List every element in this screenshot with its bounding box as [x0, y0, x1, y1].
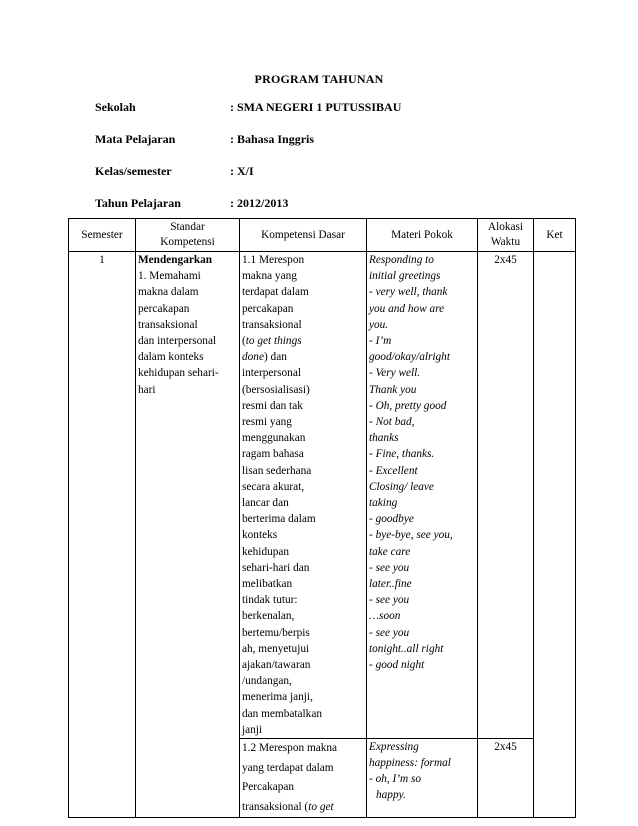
info-label: Tahun Pelajaran: [95, 196, 181, 210]
kd-line: kehidupan: [242, 545, 290, 558]
kd-line: 1.2 Merespon makna: [242, 742, 338, 755]
materi-line: Closing/ leave: [369, 480, 434, 493]
kd-line: menerima janji,: [242, 691, 313, 704]
kd-line: yang terdapat dalam: [242, 761, 334, 774]
header-sk-line: Kompetensi: [160, 236, 215, 248]
kd-italic-text: to get things: [245, 335, 302, 348]
kd-line: (bersosialisasi): [242, 383, 310, 396]
materi-line: happy.: [376, 789, 406, 802]
materi-line: - oh, I’m so: [369, 773, 422, 786]
kd-line: tindak tutur:: [242, 594, 298, 607]
materi-line: - Fine, thanks.: [369, 448, 435, 461]
materi-line: - Excellent: [369, 464, 418, 477]
sk-text: [138, 268, 237, 398]
info-value: : 2012/2013: [230, 196, 289, 210]
cell-materi-pokok: [367, 739, 478, 818]
kd-line: resmi dan tak: [242, 399, 303, 412]
kd-text: transaksional (: [242, 800, 309, 813]
table-row: [69, 252, 576, 739]
header-alokasi-line: Waktu: [490, 236, 521, 248]
kd-line: berterima dalam: [242, 513, 316, 526]
sk-line: transaksional: [138, 318, 198, 331]
cell-kompetensi-dasar: [240, 739, 367, 818]
info-value: : Bahasa Inggris: [230, 132, 315, 146]
kd-line: ajakan/tawaran: [242, 659, 311, 672]
sk-heading: Mendengarkan: [138, 254, 213, 266]
kd-line: secara akurat,: [242, 480, 305, 493]
alokasi-value: 2x45: [494, 254, 517, 266]
kd-line: menggunakan: [242, 432, 306, 445]
alokasi-value: 2x45: [494, 741, 517, 754]
kd-line: transaksional: [242, 318, 302, 331]
kd-line: [242, 349, 364, 365]
sk-line: dan interpersonal: [138, 335, 217, 348]
header-alokasi-line: Alokasi: [487, 221, 524, 233]
materi-line: - see you: [369, 594, 410, 607]
materi-line: Responding to: [369, 254, 434, 266]
materi-line: - bye-bye, see you,: [369, 529, 453, 542]
kd-line: ah, menyetujui: [242, 642, 310, 655]
header-materi-pokok: Materi Pokok: [367, 219, 478, 252]
materi-line: taking: [369, 497, 398, 510]
kd-line: 1.1 Merespon: [242, 254, 305, 266]
info-value: : X/I: [230, 164, 254, 178]
info-row-kelas: [95, 164, 401, 196]
kd-line: terdapat dalam: [242, 286, 309, 299]
kd-italic-text: to get: [308, 800, 334, 813]
semester-value: 1: [99, 254, 105, 266]
cell-standar-kompetensi: [136, 252, 240, 818]
kd-line: Percakapan: [242, 781, 295, 794]
materi-line: …soon: [369, 610, 401, 623]
kd-line: lancar dan: [242, 497, 289, 510]
kd-line: dan membatalkan: [242, 707, 322, 720]
header-alokasi-waktu: [478, 219, 534, 252]
sk-line: hari: [138, 383, 156, 396]
table-header-row: [69, 219, 576, 252]
materi-line: - see you: [369, 626, 410, 639]
kd-italic-text: done: [242, 351, 264, 364]
page-title: PROGRAM TAHUNAN: [254, 72, 384, 86]
sk-line: 1. Memahami: [138, 270, 201, 283]
cell-kompetensi-dasar: [240, 252, 367, 739]
header-standar-kompetensi: [136, 219, 240, 252]
cell-alokasi-waktu: [478, 252, 534, 739]
kd-line: /undangan,: [242, 675, 292, 688]
header-semester: Semester: [69, 219, 136, 252]
sk-line: kehidupan sehari-: [138, 367, 219, 380]
header-sk-line: Standar: [170, 221, 205, 233]
materi-line: - I’m: [369, 335, 392, 348]
header-kompetensi-dasar: Kompetensi Dasar: [240, 219, 367, 252]
info-label: Kelas/semester: [95, 164, 172, 178]
kd-line: ragam bahasa: [242, 448, 304, 461]
materi-line: thanks: [369, 432, 399, 445]
materi-line: tonight..all right: [369, 642, 444, 655]
program-table: [68, 218, 576, 818]
materi-line: you and how are: [369, 302, 445, 315]
kd-line: berkenalan,: [242, 610, 295, 623]
kd-line: melibatkan: [242, 578, 293, 591]
kd-line: janji: [242, 723, 263, 736]
cell-ket: [534, 252, 576, 818]
materi-line: - Very well.: [369, 367, 421, 380]
kd-text: (: [242, 335, 246, 348]
materi-line: - good night: [369, 659, 425, 672]
kd-line: makna yang: [242, 270, 297, 283]
materi-line: later..fine: [369, 578, 412, 591]
sk-line: percakapan: [138, 302, 190, 315]
kd-line: [242, 798, 364, 818]
materi-line: - Not bad,: [369, 416, 415, 429]
materi-line: - see you: [369, 561, 410, 574]
cell-semester: [69, 252, 136, 818]
materi-line: happiness: formal: [369, 757, 451, 770]
header-ket: Ket: [534, 219, 576, 252]
info-label: Sekolah: [95, 100, 136, 114]
info-row-sekolah: [95, 100, 401, 132]
materi-line: initial greetings: [369, 270, 441, 283]
document-info: [95, 100, 401, 228]
kd-line: sehari-hari dan: [242, 561, 310, 574]
cell-alokasi-waktu: [478, 739, 534, 818]
kd-line: lisan sederhana: [242, 464, 312, 477]
materi-line: Thank you: [369, 383, 417, 396]
kd-line: interpersonal: [242, 367, 301, 380]
materi-line: good/okay/alright: [369, 351, 450, 364]
materi-line: - Oh, pretty good: [369, 399, 447, 412]
info-row-mata-pelajaran: [95, 132, 401, 164]
info-label: Mata Pelajaran: [95, 132, 176, 146]
materi-line: take care: [369, 545, 411, 558]
materi-line: you.: [369, 318, 389, 331]
kd-line: [242, 333, 364, 349]
cell-materi-pokok: [367, 252, 478, 739]
kd-line: resmi yang: [242, 416, 292, 429]
kd-text: ) dan: [263, 351, 287, 364]
sk-line: dalam konteks: [138, 351, 204, 364]
materi-line: - very well, thank: [369, 286, 448, 299]
materi-line: Expressing: [369, 741, 419, 754]
materi-line: - goodbye: [369, 513, 414, 526]
kd-line: konteks: [242, 529, 278, 542]
kd-line: percakapan: [242, 302, 294, 315]
kd-line: bertemu/berpis: [242, 626, 310, 639]
sk-line: makna dalam: [138, 286, 199, 299]
info-value: : SMA NEGERI 1 PUTUSSIBAU: [230, 100, 402, 114]
